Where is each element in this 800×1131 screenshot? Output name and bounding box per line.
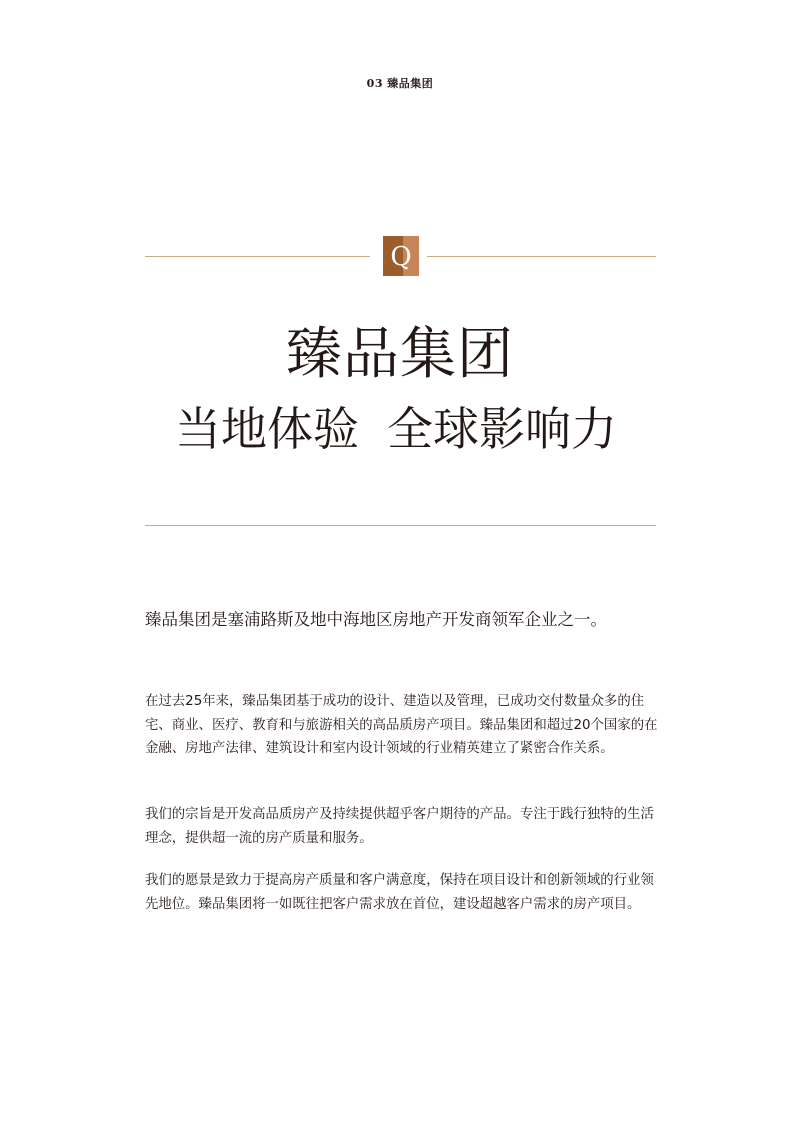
body-paragraph-history: 在过去25年来，臻品集团基于成功的设计、建造以及管理，已成功交付数量众多的住宅、商业、医疗、教育和与旅游相关的高品质房产项目。臻品集团和超过20个国家的在金融、房地产法律、建筑设计和室内设计领域的行业精英建立了紧密合作关系。 [145,694,658,756]
subtitle-part-1: 当地体验 [175,402,359,456]
body-paragraph-mission: 我们的宗旨是开发高品质房产及持续提供超乎客户期待的产品。专注于践行独特的生活理念，提供超一流的房产质量和服务。 [145,807,654,846]
page-header: 03 臻品集团 [366,77,434,90]
divider-bottom [145,525,656,526]
company-logo [383,236,419,276]
q-logo-icon [383,236,419,276]
logo-letter: Q [390,242,412,272]
body-paragraph-vision: 我们的愿景是致力于提高房产质量和客户满意度，保持在项目设计和创新领域的行业领先地位。臻品集团将一如既往把客户需求放在首位，建设超越客户需求的房产项目。 [145,873,654,912]
page-subtitle [175,398,675,460]
lead-statement: 臻品集团是塞浦路斯及地中海地区房地产开发商领军企业之一。 [145,610,607,629]
subtitle-part-2: 全球影响力 [387,402,617,456]
page-title: 臻品集团 [286,322,514,387]
divider-right [427,256,656,257]
divider-left [145,256,370,257]
